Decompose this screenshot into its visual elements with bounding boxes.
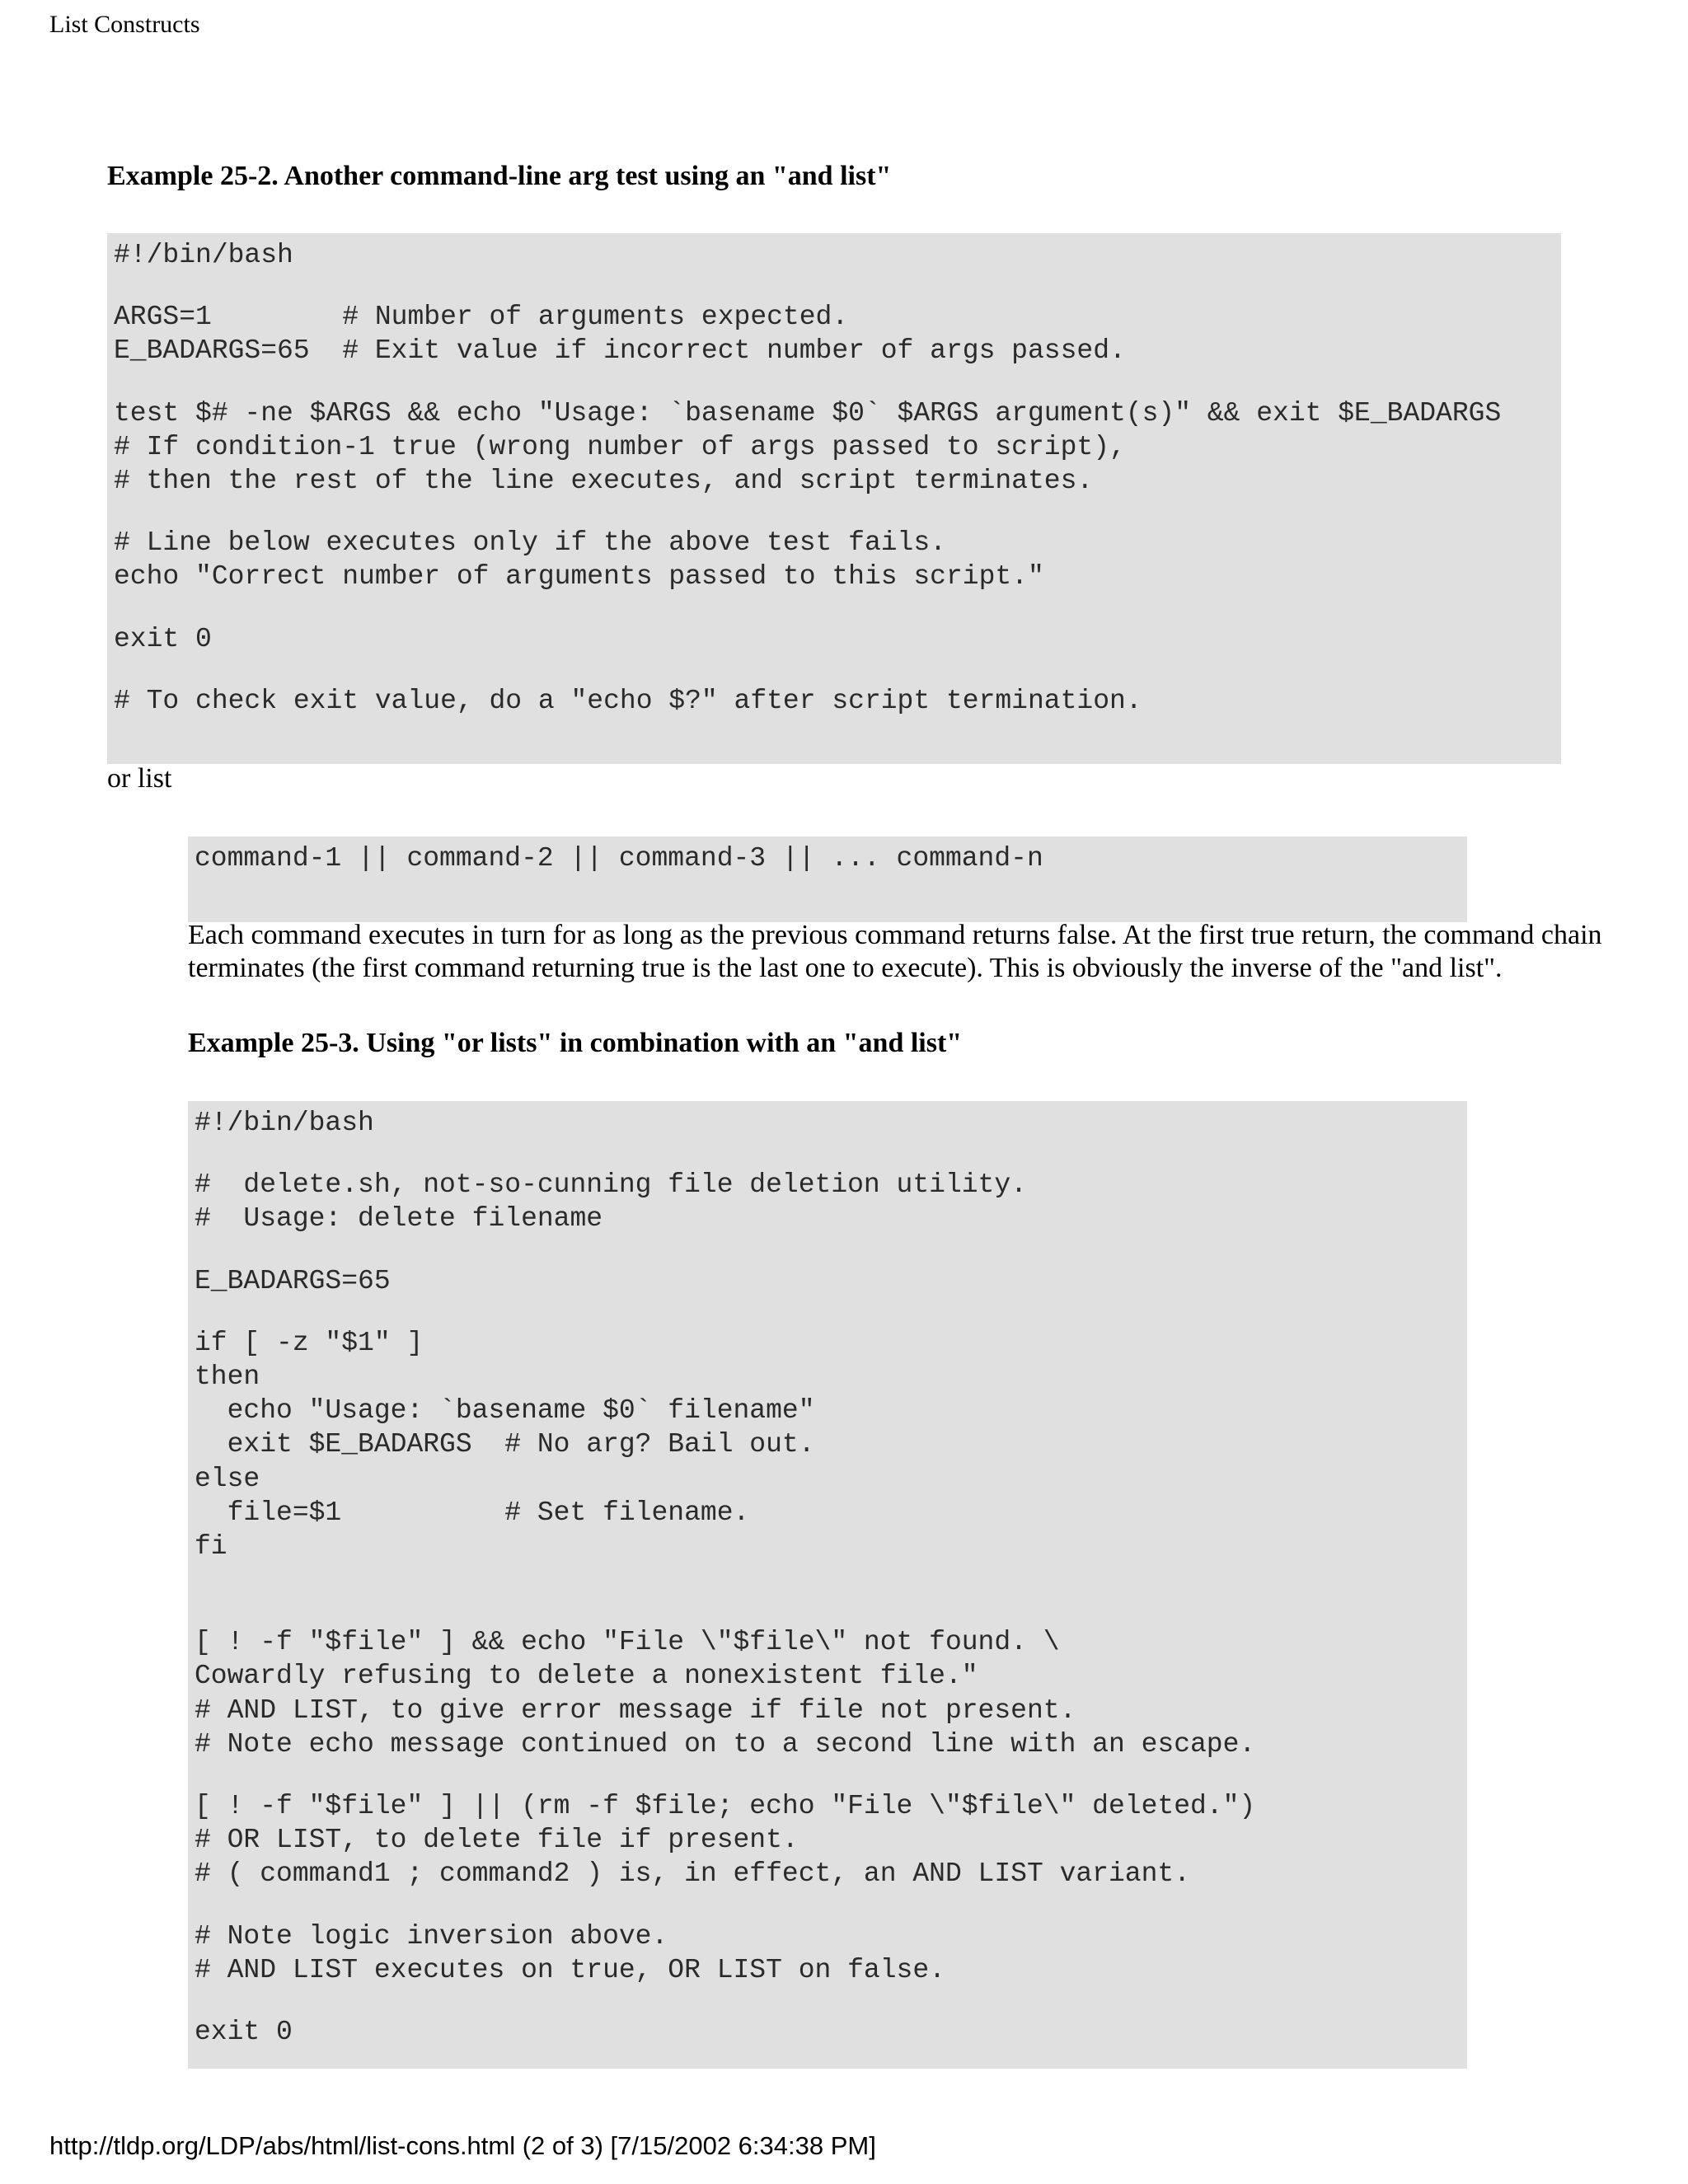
code-line: echo "Usage: `basename $0` filename" <box>195 1395 815 1427</box>
code-line: # then the rest of the line executes, and script terminates. <box>114 466 1094 497</box>
code-line: file=$1 # Set filename. <box>195 1497 750 1528</box>
code-line: #!/bin/bash <box>195 1108 374 1138</box>
code-line: [ ! -f "$file" ] && echo "File \"$file\" not found. \ <box>195 1627 1060 1658</box>
code-line: # AND LIST, to give error message if file not present. <box>195 1694 1076 1726</box>
or-list-term: or list <box>107 763 172 794</box>
code-line: # Usage: delete filename <box>195 1203 603 1235</box>
code-line: test $# -ne $ARGS && echo "Usage: `basename $0` $ARGS argument(s)" && exit $E_BADARGS <box>114 397 1502 429</box>
code-line: # Line below executes only if the above test fails. <box>114 527 946 559</box>
code-line: [ ! -f "$file" ] || (rm -f $file; echo "File \"$file\" deleted.") <box>195 1791 1256 1822</box>
page-header-title: List Constructs <box>49 11 200 38</box>
example-25-3-title: Example 25-3. Using "or lists" in combination with an "and list" <box>188 1028 963 1058</box>
code-line: then <box>195 1361 260 1393</box>
example-25-2-title: Example 25-2. Another command-line arg test using an "and list" <box>107 161 892 191</box>
code-line: # If condition-1 true (wrong number of args passed to script), <box>114 431 1126 462</box>
code-line: if [ -z "$1" ] <box>195 1327 424 1358</box>
code-line: fi <box>195 1531 227 1563</box>
code-line: # OR LIST, to delete file if present. <box>195 1825 799 1856</box>
code-line: ARGS=1 # Number of arguments expected. <box>114 302 849 333</box>
code-line: # To check exit value, do a "echo $?" after script termination. <box>114 685 1142 716</box>
code-line: echo "Correct number of arguments passed to this script." <box>114 561 1044 593</box>
code-line: #!/bin/bash <box>114 240 293 270</box>
code-line: Cowardly refusing to delete a nonexistent file." <box>195 1661 978 1692</box>
or-list-syntax-block <box>188 837 1467 922</box>
code-line: exit 0 <box>195 2017 293 2048</box>
code-line: # ( command1 ; command2 ) is, in effect, an AND LIST variant. <box>195 1858 1190 1890</box>
code-line: exit 0 <box>114 623 212 654</box>
code-line: exit $E_BADARGS # No arg? Bail out. <box>195 1429 815 1460</box>
code-line: command-1 || command-2 || command-3 || ... command-n <box>195 843 1043 874</box>
code-line: # delete.sh, not-so-cunning file deletion utility. <box>195 1169 1027 1201</box>
code-line: E_BADARGS=65 <box>195 1265 391 1296</box>
code-line: E_BADARGS=65 # Exit value if incorrect number of args passed. <box>114 335 1126 367</box>
or-list-description: Each command executes in turn for as long as the previous command returns false. At the first true return, the command chain terminates (the first command returning true is the last one to execute). This is obviously the inverse of the "and list". <box>188 920 1602 983</box>
example-25-3-code-block <box>188 1101 1467 2069</box>
footer-source-url: http://tldp.org/LDP/abs/html/list-cons.html (2 of 3) [7/15/2002 6:34:38 PM] <box>49 2131 876 2160</box>
code-line: # AND LIST executes on true, OR LIST on false. <box>195 1954 945 1985</box>
code-line: # Note logic inversion above. <box>195 1920 668 1952</box>
example-25-2-code-block <box>107 233 1561 764</box>
code-line: # Note echo message continued on to a second line with an escape. <box>195 1728 1256 1760</box>
code-line: else <box>195 1463 260 1494</box>
